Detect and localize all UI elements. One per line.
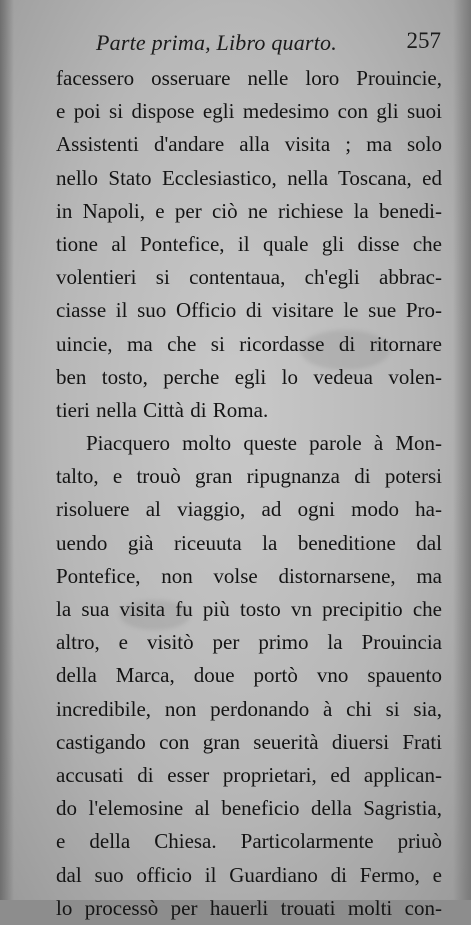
body-text [56, 62, 442, 925]
text-line: ciasse il suo Officio di visitare le sue Pro- [56, 298, 442, 323]
text-line: Assistenti d'andare alla visita ; ma solo [56, 132, 442, 157]
text-line: la sua visita fu più tosto vn precipitio che [56, 597, 442, 621]
text-line: e della Chiesa. Particolarmente priuò [56, 829, 442, 854]
text-line: incredibile, non perdonando à chi si sia, [56, 696, 442, 721]
text-line: risoluere al viaggio, ad ogni modo ha- [56, 497, 442, 522]
text-line: dal suo officio il Guardiano di Fermo, e [56, 862, 442, 887]
text-line: uincie, ma che si ricordasse di ritornare [56, 331, 442, 356]
text-line: Pontefice, non volse distornarsene, ma [56, 563, 442, 588]
running-head: Parte prima, Libro quarto. [96, 30, 337, 55]
text-line: in Napoli, e per ciò ne richiese la benedi- [56, 198, 442, 223]
page-shadow-right [453, 0, 471, 900]
page-number: 257 [406, 28, 441, 53]
paragraph-end-line: tieri nella Città di Roma. [56, 397, 269, 422]
text-line: e poi si dispose egli medesimo con gli suoi [56, 99, 442, 124]
page-shadow-left [0, 0, 14, 900]
text-line: uendo già riceuuta la beneditione dal [56, 530, 442, 555]
text-line: ben tosto, perche egli lo vedeua volen- [56, 364, 442, 389]
text-line: facessero osseruare nelle loro Prouincie, [56, 66, 442, 90]
text-line: della Marca, doue portò vno spauento [56, 663, 442, 688]
paragraph-first-line: Piacquero molto queste parole à Mon- [86, 431, 442, 456]
text-line: volentieri si contentaua, ch'egli abbrac- [56, 265, 442, 290]
text-line: tione al Pontefice, il quale gli disse che [56, 231, 442, 256]
text-line: talto, e trouò gran ripugnanza di potersi [56, 464, 442, 489]
text-line: lo processò per hauerli trouati molti con- [56, 895, 442, 920]
text-line: do l'elemosine al beneficio della Sagristia, [56, 796, 442, 821]
page-header [96, 30, 441, 60]
text-line: altro, e visitò per primo la Prouincia [56, 630, 442, 655]
text-line: accusati di esser proprietari, ed applican- [56, 762, 442, 787]
text-line: nello Stato Ecclesiastico, nella Toscana, ed [56, 165, 442, 190]
text-line: castigando con gran seuerità diuersi Frati [56, 729, 442, 754]
